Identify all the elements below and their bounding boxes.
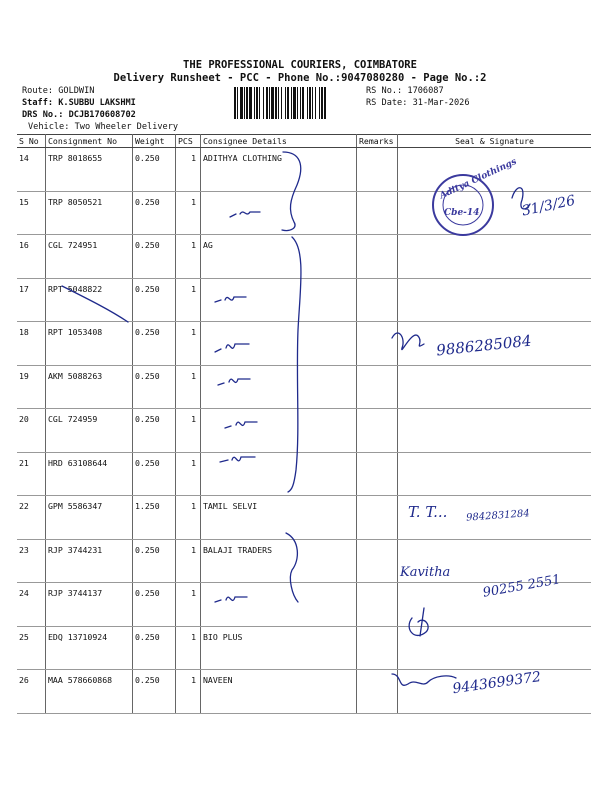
cell-sno: 14 [17, 148, 46, 192]
cell-consignee: AG [201, 235, 357, 279]
cell-remarks [357, 583, 398, 627]
cell-consignee [201, 452, 357, 496]
rs-no-line [366, 86, 444, 96]
barcode-bar [246, 87, 248, 119]
col-consignment: Consignment No [46, 135, 133, 148]
cell-consignee: TAMIL SELVI [201, 496, 357, 540]
cell-pcs: 1 [176, 278, 201, 322]
vehicle-value: Two Wheeler Delivery [74, 122, 179, 132]
table-row [17, 409, 591, 453]
cell-consignment: AKM 5088263 [46, 365, 133, 409]
barcode-bar [319, 87, 320, 119]
cell-consignment: CGL 724951 [46, 235, 133, 279]
runsheet-table [17, 134, 591, 714]
cell-consignment: RPT 5048822 [46, 278, 133, 322]
cell-pcs: 1 [176, 235, 201, 279]
table-row [17, 148, 591, 192]
cell-remarks [357, 191, 398, 235]
table-row [17, 322, 591, 366]
rs-date-label: RS Date: [366, 98, 408, 108]
barcode-bar [312, 87, 313, 119]
signature-phone-26: 9443699372 [451, 668, 542, 698]
vehicle-label: Vehicle: [28, 122, 70, 132]
barcode-bar [275, 87, 277, 119]
cell-weight: 0.250 [133, 278, 176, 322]
cell-signature [398, 409, 592, 453]
cell-consignment: TRP 8018655 [46, 148, 133, 192]
cell-consignee [201, 191, 357, 235]
barcode-bar [281, 87, 282, 119]
route-line [22, 86, 94, 96]
table-header-row [17, 135, 591, 148]
barcode-bar [278, 87, 279, 119]
barcode-bar [254, 87, 255, 119]
col-pcs: PCS [176, 135, 201, 148]
barcode-bar [315, 87, 316, 119]
table-row [17, 670, 591, 714]
barcode-bar [321, 87, 323, 119]
cell-sno: 26 [17, 670, 46, 714]
cell-pcs: 1 [176, 191, 201, 235]
runsheet-subtitle: Delivery Runsheet - PCC - Phone No.:9047080280 - Page No.:2 [113, 72, 487, 84]
cell-pcs: 1 [176, 670, 201, 714]
barcode-bar [324, 87, 326, 119]
table-row [17, 191, 591, 235]
barcode-image [234, 87, 364, 119]
cell-sno: 23 [17, 539, 46, 583]
cell-sno: 21 [17, 452, 46, 496]
drs-label: DRS No.: [22, 110, 64, 120]
barcode-bar [269, 87, 270, 119]
barcode-bar [309, 87, 311, 119]
cell-signature [398, 322, 592, 366]
cell-pcs: 1 [176, 452, 201, 496]
barcode-bar [266, 87, 268, 119]
barcode-bar [249, 87, 252, 119]
cell-remarks [357, 278, 398, 322]
signature-phone-18: 9886285084 [435, 331, 533, 360]
rs-date-value: 31-Mar-2026 [412, 98, 470, 108]
company-title: THE PROFESSIONAL COURIERS, COIMBATORE [183, 59, 417, 71]
cell-consignment: GPM 5586347 [46, 496, 133, 540]
barcode-bar [291, 87, 292, 119]
cell-consignee: BALAJI TRADERS [201, 539, 357, 583]
barcode-bar [256, 87, 258, 119]
cell-remarks [357, 322, 398, 366]
cell-remarks [357, 626, 398, 670]
cell-weight: 0.250 [133, 583, 176, 627]
drs-value: DCJB170608702 [68, 110, 136, 120]
cell-sno: 15 [17, 191, 46, 235]
col-weight: Weight [133, 135, 176, 148]
cell-remarks [357, 235, 398, 279]
cell-consignment: TRP 8050521 [46, 191, 133, 235]
cell-weight: 0.250 [133, 452, 176, 496]
cell-signature [398, 626, 592, 670]
seal-place: Cbe-14 [444, 208, 480, 218]
cell-sno: 17 [17, 278, 46, 322]
cell-signature [398, 278, 592, 322]
cell-remarks [357, 670, 398, 714]
route-value: GOLDWIN [58, 86, 95, 96]
cell-signature [398, 235, 592, 279]
cell-remarks [357, 365, 398, 409]
col-signature: Seal & Signature [398, 135, 592, 148]
cell-sno: 25 [17, 626, 46, 670]
signature-phone-22: 9842831284 [465, 508, 531, 524]
cell-pcs: 1 [176, 148, 201, 192]
cell-weight: 0.250 [133, 235, 176, 279]
table-row [17, 235, 591, 279]
cell-weight: 0.250 [133, 409, 176, 453]
cell-pcs: 1 [176, 409, 201, 453]
barcode-bar [263, 87, 264, 119]
table-row [17, 539, 591, 583]
cell-sno: 16 [17, 235, 46, 279]
barcode-bar [300, 87, 301, 119]
cell-consignment: MAA 578660868 [46, 670, 133, 714]
cell-weight: 0.250 [133, 539, 176, 583]
cell-sno: 18 [17, 322, 46, 366]
cell-pcs: 1 [176, 626, 201, 670]
cell-pcs: 1 [176, 539, 201, 583]
seal-name: Aditya Clothings [438, 156, 519, 202]
cell-sno: 19 [17, 365, 46, 409]
barcode-bar [285, 87, 286, 119]
cell-consignee [201, 278, 357, 322]
cell-consignment: RJP 3744137 [46, 583, 133, 627]
cell-weight: 0.250 [133, 670, 176, 714]
staff-line [22, 98, 136, 108]
cell-consignee [201, 322, 357, 366]
signature-22: T. T... [408, 503, 448, 521]
table-row [17, 583, 591, 627]
route-label: Route: [22, 86, 54, 96]
barcode-bar [237, 87, 238, 119]
cell-weight: 0.250 [133, 322, 176, 366]
drs-line [22, 110, 136, 120]
col-remarks: Remarks [357, 135, 398, 148]
cell-signature [398, 583, 592, 627]
cell-weight: 1.250 [133, 496, 176, 540]
cell-consignment: RPT 1053408 [46, 322, 133, 366]
cell-consignee [201, 365, 357, 409]
staff-value: K.SUBBU LAKSHMI [58, 98, 136, 108]
cell-weight: 0.250 [133, 148, 176, 192]
cell-remarks [357, 496, 398, 540]
cell-consignee [201, 583, 357, 627]
cell-pcs: 1 [176, 583, 201, 627]
table-row [17, 365, 591, 409]
cell-pcs: 1 [176, 365, 201, 409]
cell-remarks [357, 539, 398, 583]
signature-date: 31/3/26 [520, 192, 577, 220]
cell-signature [398, 365, 592, 409]
col-consignee: Consignee Details [201, 135, 357, 148]
barcode-bar [240, 87, 243, 119]
signature-24: Kavitha [400, 565, 451, 580]
cell-weight: 0.250 [133, 191, 176, 235]
cell-sno: 22 [17, 496, 46, 540]
cell-weight: 0.250 [133, 365, 176, 409]
cell-remarks [357, 409, 398, 453]
cell-signature [398, 539, 592, 583]
cell-consignee [201, 409, 357, 453]
barcode-bar [234, 87, 236, 119]
cell-remarks [357, 452, 398, 496]
table-row [17, 496, 591, 540]
table-row [17, 452, 591, 496]
vehicle-line [28, 122, 178, 132]
cell-consignee: NAVEEN [201, 670, 357, 714]
table-row [17, 278, 591, 322]
cell-signature [398, 452, 592, 496]
table-row [17, 626, 591, 670]
cell-signature [398, 670, 592, 714]
barcode-bar [244, 87, 245, 119]
cell-sno: 20 [17, 409, 46, 453]
cell-signature [398, 191, 592, 235]
rs-date-line [366, 98, 470, 108]
col-sno: S No [17, 135, 46, 148]
cell-pcs: 1 [176, 322, 201, 366]
barcode-bar [259, 87, 260, 119]
barcode-bar [271, 87, 274, 119]
staff-label: Staff: [22, 98, 54, 108]
cell-consignment: HRD 63108644 [46, 452, 133, 496]
barcode-bar [297, 87, 298, 119]
barcode-bar [302, 87, 304, 119]
cell-pcs: 1 [176, 496, 201, 540]
signature-phone-24: 90255 2551 [481, 572, 562, 601]
barcode-bar [307, 87, 308, 119]
cell-signature [398, 496, 592, 540]
cell-consignment: CGL 724959 [46, 409, 133, 453]
cell-consignee: ADITHYA CLOTHING [201, 148, 357, 192]
cell-sno: 24 [17, 583, 46, 627]
cell-remarks [357, 148, 398, 192]
barcode-bar [293, 87, 296, 119]
rs-no-value: 1706087 [407, 86, 444, 96]
cell-signature [398, 148, 592, 192]
rs-no-label: RS No.: [366, 86, 403, 96]
cell-weight: 0.250 [133, 626, 176, 670]
cell-consignment: EDQ 13710924 [46, 626, 133, 670]
barcode-bar [287, 87, 289, 119]
cell-consignment: RJP 3744231 [46, 539, 133, 583]
cell-consignee: BIO PLUS [201, 626, 357, 670]
